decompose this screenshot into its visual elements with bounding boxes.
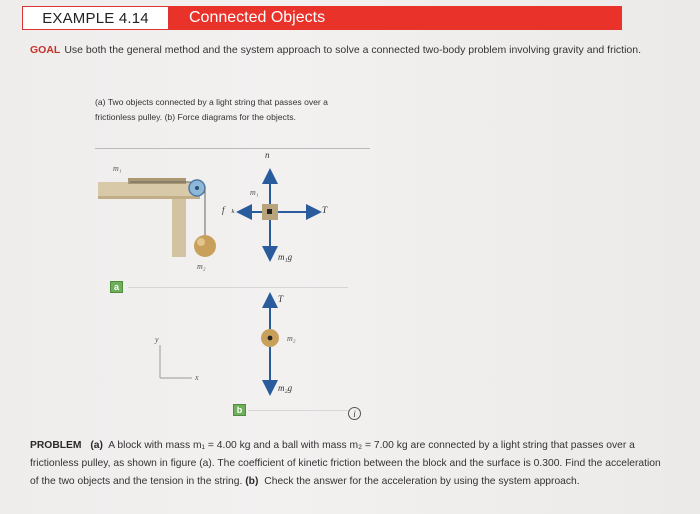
problem-text-a: A block with mass m₁ = 4.00 kg and a ball with mass m₂ = 7.00 kg are connected by a light string that passes over a frictionless pulley, as shown in figure (a). The coefficient of kinetic friction between the block and the surface is 0.300. Find the acceleration of the two objects and the tension in the string.	[30, 440, 661, 487]
table-top	[98, 182, 200, 196]
label-m2-body: m₂	[287, 334, 296, 343]
label-tension1: T⃗	[322, 205, 335, 215]
goal-label: GOAL	[30, 44, 61, 56]
part-b-label: (b)	[245, 475, 259, 487]
label-m2-ball: m₂	[197, 262, 206, 271]
label-weight1: m₁g⃗	[278, 252, 300, 262]
table-edge	[98, 196, 200, 199]
table-leg	[172, 199, 186, 257]
m2-center-dot	[268, 336, 273, 341]
ball-m2	[194, 235, 216, 257]
label-m1-body: m₁	[250, 188, 259, 197]
part-a-label: (a)	[90, 440, 103, 451]
m1-center-dot	[267, 209, 272, 214]
label-axis-x: x	[195, 373, 199, 382]
info-icon[interactable]: i	[348, 407, 361, 420]
figure-b-divider	[248, 410, 348, 411]
example-number: EXAMPLE 4.14	[22, 6, 169, 30]
problem-label: PROBLEM	[30, 440, 82, 451]
label-m1-table: m₁	[113, 164, 122, 173]
figure-tag-b: b	[233, 404, 246, 416]
block-m1	[128, 178, 186, 184]
label-axis-y: y	[155, 335, 159, 344]
goal-text: Use both the general method and the system approach to solve a connected two-body problem involving gravity and friction.	[64, 44, 642, 56]
label-tension2: T⃗	[278, 294, 291, 304]
figure-caption: (a) Two objects connected by a light string that passes over a frictionless pulley. (b) Force diagrams for the objects.	[95, 97, 328, 122]
ball-highlight	[197, 238, 205, 246]
pulley-axle	[195, 186, 199, 190]
problem-statement	[30, 437, 670, 490]
figure-a-divider	[128, 287, 348, 288]
problem-text-b: Check the answer for the acceleration by using the system approach.	[264, 475, 580, 487]
label-weight2: m₂g⃗	[278, 383, 300, 393]
label-normal-force: n⃗	[265, 150, 277, 160]
example-title: Connected Objects	[189, 9, 326, 26]
label-friction: f⃗ₖ	[222, 205, 235, 215]
figure-tag-a: a	[110, 281, 123, 293]
